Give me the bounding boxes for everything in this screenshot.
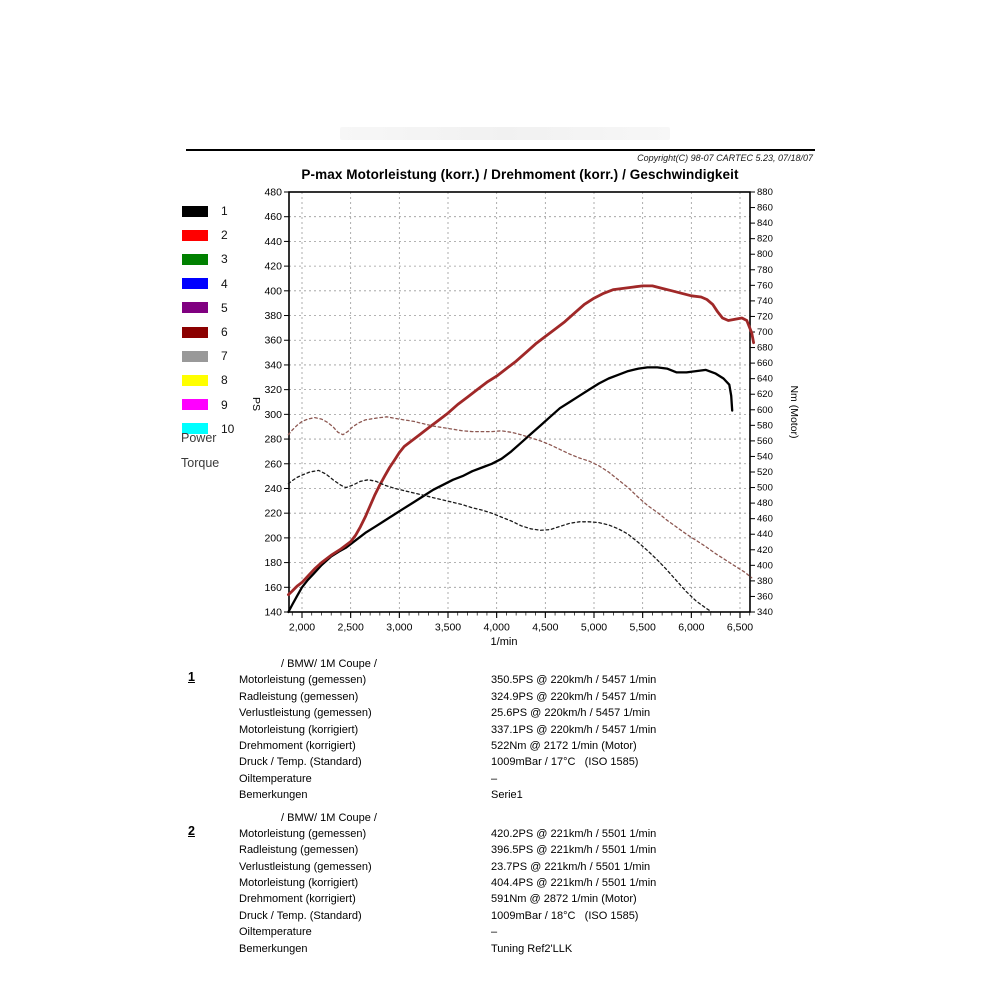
result-row xyxy=(186,705,846,721)
result-row-value: 324.9PS @ 220km/h / 5457 1/min xyxy=(491,690,657,703)
curve-legend xyxy=(182,199,234,441)
y-right-tick-label: 740 xyxy=(757,295,773,307)
result-row xyxy=(186,891,846,907)
y-right-tick-label: 620 xyxy=(757,389,773,401)
result-row-label: Verlustleistung (gemessen) xyxy=(239,860,372,873)
result-row-value: 522Nm @ 2172 1/min (Motor) xyxy=(491,739,637,752)
y-left-tick-label: 180 xyxy=(264,557,282,570)
result-row-value: – xyxy=(491,926,498,939)
y-right-tick-label: 480 xyxy=(757,498,773,510)
y-right-tick-label: 660 xyxy=(757,358,773,370)
y-left-tick-label: 260 xyxy=(264,458,282,471)
vehicle-name: / BMW/ 1M Coupe / xyxy=(281,658,377,670)
result-row-label: Oiltemperature xyxy=(239,772,312,785)
legend-swatch-6 xyxy=(182,327,208,338)
y-left-tick-label: 440 xyxy=(264,235,282,248)
y-right-tick-label: 360 xyxy=(757,591,773,603)
result-row xyxy=(186,771,846,787)
x-tick-label: 6,000 xyxy=(678,621,705,634)
legend-number: 9 xyxy=(221,397,228,412)
y-left-axis-title: PS xyxy=(250,396,262,412)
legend-number: 1 xyxy=(221,204,228,219)
legend-number: 3 xyxy=(221,252,228,267)
y-right-tick-label: 500 xyxy=(757,482,773,494)
legend-swatch-8 xyxy=(182,375,208,386)
y-right-tick-label: 640 xyxy=(757,373,773,385)
result-row-value: 25.6PS @ 220km/h / 5457 1/min xyxy=(491,707,651,720)
result-row-label: Drehmoment (korrigiert) xyxy=(239,739,356,752)
y-right-tick-label: 700 xyxy=(757,327,773,338)
y-left-tick-label: 240 xyxy=(264,482,282,495)
y-right-tick-label: 420 xyxy=(757,544,773,556)
copyright-text: Copyright(C) 98-07 CARTEC 5.23, 07/18/07 xyxy=(637,153,813,163)
y-right-tick-label: 440 xyxy=(757,529,773,541)
result-row xyxy=(186,842,846,858)
legend-swatch-2 xyxy=(182,230,208,241)
y-left-tick-label: 300 xyxy=(264,408,282,421)
legend-number: 10 xyxy=(221,421,235,436)
result-row-value: 1009mBar / 17°C (ISO 1585) xyxy=(491,756,639,769)
y-right-tick-label: 840 xyxy=(757,218,773,230)
y-left-tick-label: 360 xyxy=(264,334,282,347)
legend-swatch-1 xyxy=(182,206,208,217)
result-row xyxy=(186,689,846,705)
y-left-tick-label: 460 xyxy=(264,211,282,224)
legend-item-2 xyxy=(182,223,234,247)
y-right-tick-label: 400 xyxy=(757,560,773,572)
y-left-tick-label: 280 xyxy=(264,433,282,446)
result-row-label: Motorleistung (korrigiert) xyxy=(239,723,359,736)
x-tick-label: 2,500 xyxy=(337,621,364,634)
result-row xyxy=(186,787,846,803)
result-row-value: Tuning Ref2'LLK xyxy=(491,942,573,955)
result-row-label: Motorleistung (gemessen) xyxy=(239,827,367,840)
result-row xyxy=(186,738,846,754)
legend-number: 6 xyxy=(221,325,228,340)
y-right-tick-label: 800 xyxy=(757,249,773,261)
y-right-tick-label: 460 xyxy=(757,513,773,525)
y-left-tick-label: 200 xyxy=(264,532,282,545)
result-row-label: Drehmoment (korrigiert) xyxy=(239,893,356,906)
y-left-tick-label: 400 xyxy=(264,285,282,298)
result-row-value: 350.5PS @ 220km/h / 5457 1/min xyxy=(491,674,657,687)
x-tick-label: 6,500 xyxy=(726,621,754,634)
result-row-label: Radleistung (gemessen) xyxy=(239,844,359,857)
legend-item-4 xyxy=(182,272,234,296)
y-left-tick-label: 320 xyxy=(264,384,282,397)
legend-swatch-3 xyxy=(182,254,208,265)
x-tick-label: 4,500 xyxy=(532,621,559,634)
legend-swatch-9 xyxy=(182,399,208,410)
result-row xyxy=(186,754,846,770)
result-row-value: Serie1 xyxy=(491,789,523,802)
y-right-tick-label: 880 xyxy=(757,187,773,198)
result-row-label: Druck / Temp. (Standard) xyxy=(239,909,362,922)
run-number: 2 xyxy=(188,823,195,838)
header-divider-line xyxy=(186,149,815,151)
result-row-label: Motorleistung (gemessen) xyxy=(239,674,367,687)
result-row-label: Druck / Temp. (Standard) xyxy=(239,756,362,769)
y-right-tick-label: 760 xyxy=(757,280,773,292)
x-tick-label: 3,500 xyxy=(434,621,462,634)
y-right-tick-label: 780 xyxy=(757,264,773,276)
legend-number: 2 xyxy=(221,228,228,243)
y-right-tick-label: 600 xyxy=(757,404,773,416)
results-section xyxy=(186,656,846,963)
y-left-tick-label: 160 xyxy=(264,581,282,594)
power-run-2-tuning-ref2-llk--curve xyxy=(288,286,753,595)
y-left-tick-label: 380 xyxy=(264,310,282,323)
y-right-tick-label: 820 xyxy=(757,233,773,245)
faded-header-artifact xyxy=(340,127,670,140)
result-block-1 xyxy=(186,656,846,804)
legend-swatch-5 xyxy=(182,302,208,313)
result-row xyxy=(186,941,846,957)
result-row-label: Motorleistung (korrigiert) xyxy=(239,877,359,890)
y-right-tick-label: 720 xyxy=(757,311,773,323)
y-left-tick-label: 220 xyxy=(264,507,282,520)
dyno-chart xyxy=(240,183,800,653)
x-axis-title: 1/min xyxy=(490,636,518,648)
legend-item-1 xyxy=(182,199,234,223)
legend-number: 5 xyxy=(221,300,228,315)
result-row xyxy=(186,924,846,940)
y-right-tick-label: 520 xyxy=(757,467,773,478)
legend-item-8 xyxy=(182,368,234,392)
result-row-label: Verlustleistung (gemessen) xyxy=(239,707,372,720)
result-row xyxy=(186,672,846,688)
x-tick-label: 2,000 xyxy=(288,621,316,634)
power-run-1-serie1--curve xyxy=(288,367,732,612)
result-row xyxy=(186,722,846,738)
y-right-tick-label: 340 xyxy=(757,607,773,618)
y-right-tick-label: 860 xyxy=(757,202,773,214)
y-left-tick-label: 420 xyxy=(264,260,282,273)
result-row-value: 396.5PS @ 221km/h / 5501 1/min xyxy=(491,844,657,857)
legend-item-3 xyxy=(182,247,234,271)
torque-run-2-tuning-ref2-llk--curve xyxy=(288,417,751,578)
y-right-tick-label: 580 xyxy=(757,420,773,432)
result-row xyxy=(186,859,846,875)
legend-swatch-4 xyxy=(182,278,208,289)
result-row-value: 420.2PS @ 221km/h / 5501 1/min xyxy=(491,827,657,840)
run-number: 1 xyxy=(188,670,195,684)
legend-swatch-7 xyxy=(182,351,208,362)
y-left-tick-label: 340 xyxy=(264,359,282,372)
vehicle-name: / BMW/ 1M Coupe / xyxy=(281,811,377,824)
result-row-value: 591Nm @ 2872 1/min (Motor) xyxy=(491,893,637,906)
legend-number: 7 xyxy=(221,349,228,364)
result-row xyxy=(186,908,846,924)
y-left-tick-label: 480 xyxy=(264,186,282,199)
result-row-label: Oiltemperature xyxy=(239,926,312,939)
result-row-value: 337.1PS @ 220km/h / 5457 1/min xyxy=(491,723,657,736)
legend-number: 8 xyxy=(221,373,228,388)
y-right-axis-title: Nm (Motor) xyxy=(788,385,800,439)
x-tick-label: 3,000 xyxy=(386,621,413,634)
y-left-tick-label: 140 xyxy=(264,606,282,619)
legend-number: 4 xyxy=(221,276,228,291)
result-row-label: Radleistung (gemessen) xyxy=(239,690,359,703)
result-row-value: 404.4PS @ 221km/h / 5501 1/min xyxy=(491,877,657,890)
y-right-tick-label: 680 xyxy=(757,342,773,354)
legend-item-9 xyxy=(182,393,234,417)
result-row-label: Bemerkungen xyxy=(239,942,308,955)
plot-border xyxy=(289,192,750,612)
x-tick-label: 5,000 xyxy=(580,621,608,634)
result-row xyxy=(186,823,846,842)
result-row-value: 23.7PS @ 221km/h / 5501 1/min xyxy=(491,860,651,873)
x-tick-label: 5,500 xyxy=(629,621,656,634)
chart-title: P-max Motorleistung (korr.) / Drehmoment (korr.) / Geschwindigkeit xyxy=(301,167,739,182)
result-row xyxy=(186,875,846,891)
legend-item-6 xyxy=(182,320,234,344)
legend-power-label: Power xyxy=(181,431,217,445)
y-right-tick-label: 380 xyxy=(757,575,773,587)
x-tick-label: 4,000 xyxy=(483,621,510,634)
result-block-2 xyxy=(186,810,846,958)
y-right-tick-label: 540 xyxy=(757,451,773,463)
result-row-value: 1009mBar / 18°C (ISO 1585) xyxy=(491,909,639,922)
result-row-label: Bemerkungen xyxy=(239,789,308,802)
result-row-value: – xyxy=(491,772,498,785)
y-right-tick-label: 560 xyxy=(757,435,773,447)
legend-torque-label: Torque xyxy=(181,456,220,470)
legend-item-5 xyxy=(182,296,234,320)
legend-item-7 xyxy=(182,344,234,368)
